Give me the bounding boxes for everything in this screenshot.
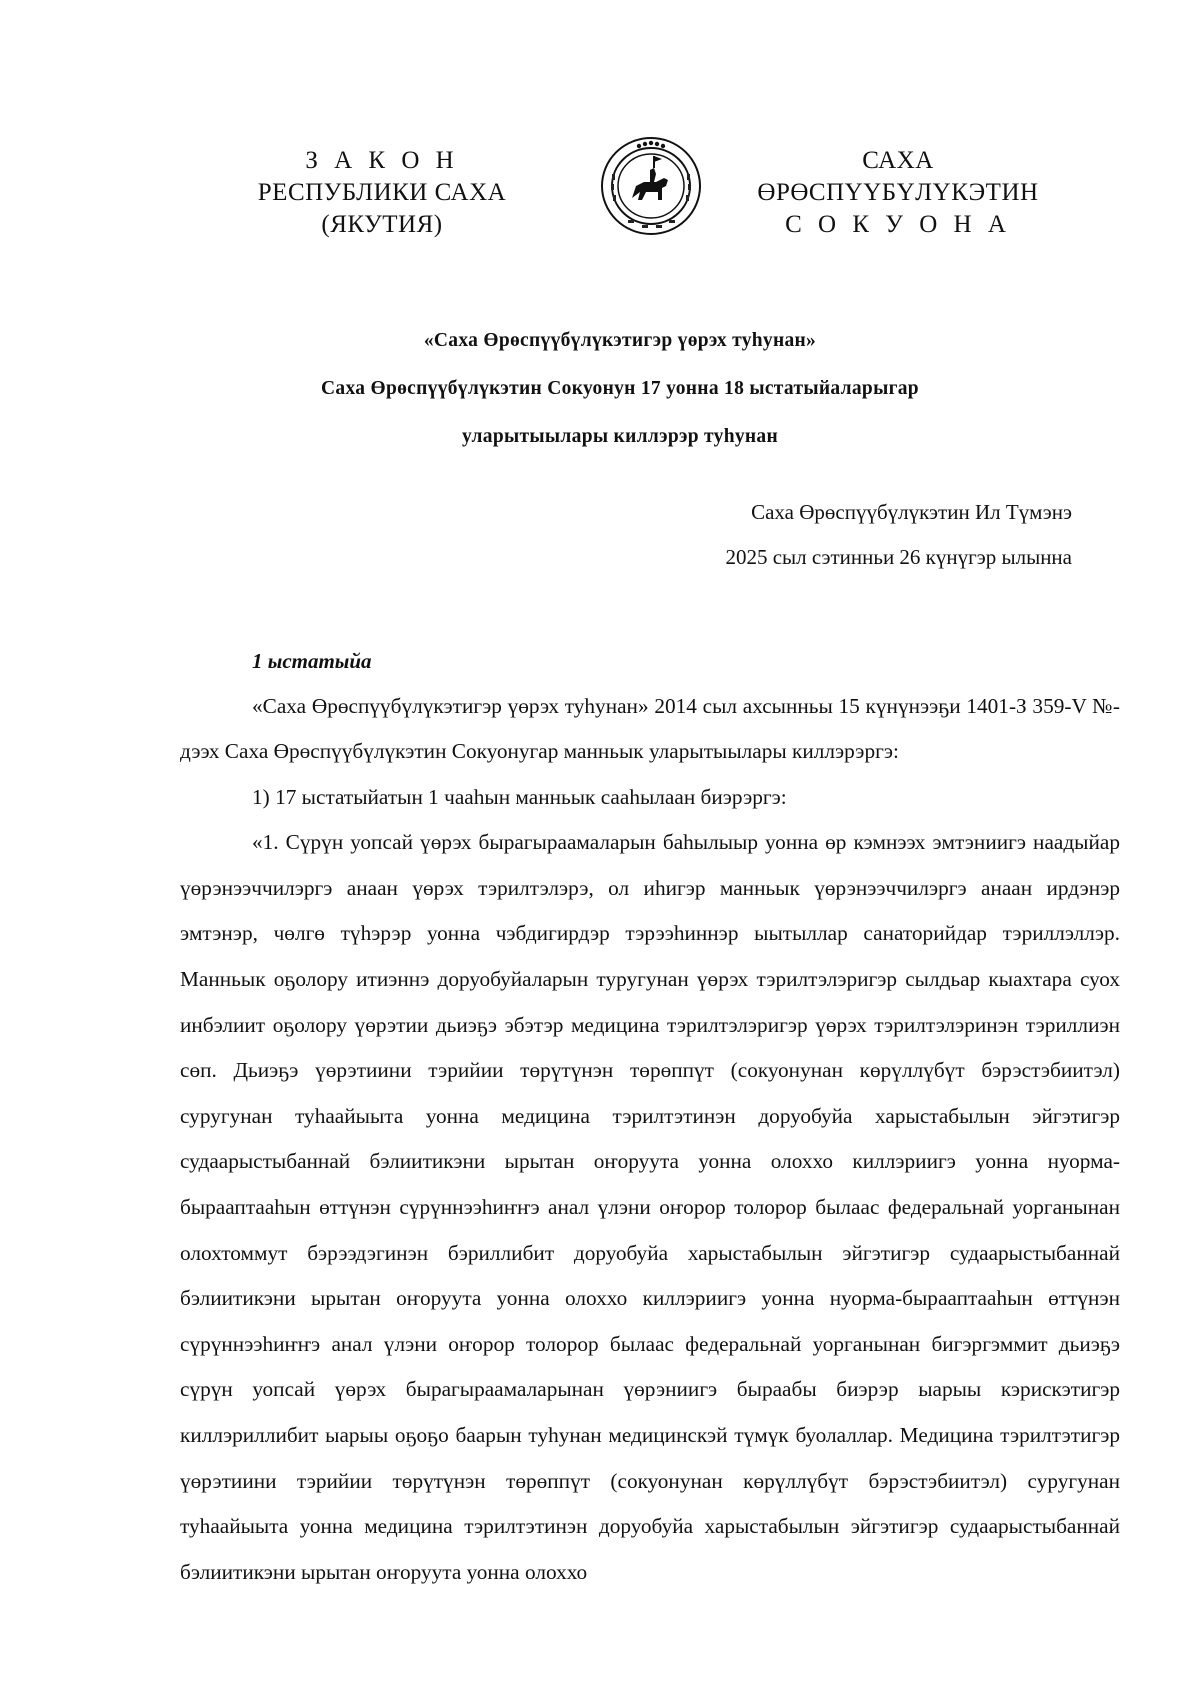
header-left-republic: РЕСПУБЛИКИ САХА (ЯКУТИЯ)	[257, 179, 507, 238]
document-title-line-1: «Саха Өрөспүүбүлүкэтигэр үөрэх туһунан»	[423, 330, 817, 351]
article-paragraph-2: 1) 17 ыстатыйатын 1 чааһын манньык сааһылаан биэрэргэ:	[252, 784, 787, 809]
issuer-name: Саха Өрөспүүбүлүкэтин Ил Түмэнэ	[751, 500, 1072, 524]
header-left	[212, 145, 552, 241]
issuer-date: 2025 сыл сэтинньи 26 күнүгэр ылынна	[725, 545, 1072, 569]
header-left-zakon: З А К О Н	[305, 147, 459, 174]
document-title-line-3: уларытыылары киллэрэр туһунан	[461, 426, 779, 447]
coat-of-arms-icon	[598, 134, 704, 238]
article-body	[180, 684, 1120, 1595]
issuer-block	[725, 490, 1072, 580]
article-paragraph-3: «1. Сүрүн уопсай үөрэх бырагыраамаларын баһылыыр уонна өр кэмнээх эмтэниигэ наадыйар үөрэнээччилэргэ анаан үөрэх тэрилтэлэрэ, ол иһигэр манньык үөрэнээччилэргэ анаан ирдэнэр эмтэнэр, чөлгө түһэрэр уонна чэбдигирдэр тэрээһиннэр ыытыллар санаторийдар тэриллэллэр. Манньык оҕолору итиэннэ доруобуйаларын туругунан үөрэх тэрилтэлэригэр сылдьар кыахтара суох инбэлиит оҕолору үөрэтии дьиэҕэ эбэтэр медицина тэрилтэлэригэр үөрэх тэрилтэлэринэн тэриллиэн сөп. Дьиэҕэ үөрэтиини тэрийии төрүтүнэн төрөппүт (сокуонунан көрүллүбүт бэрэстэбиитэл) суругунан туһаайыыта уонна медицина тэрилтэтинэн доруобуйа харыстабылын эйгэтигэр судаарыстыбаннай бэлиитикэни ырытан оҥоруута уонна олоххо киллэриигэ уонна нуорма-бырааптааһын өттүнэн сүрүннээһиҥҥэ анал үлэни оҥорор толорор былаас федеральнай уорганынан олохтоммут бэрээдэгинэн бэриллибит доруобуйа харыстабылын эйгэтигэр судаарыстыбаннай бэлиитикэни ырытан оҥоруута уонна олоххо киллэриигэ уонна нуорма-бырааптааһын өттүнэн сүрүннээһиҥҥэ анал үлэни оҥорор толорор былаас федеральнай уорганынан бигэргэммит дьиэҕэ сүрүн уопсай үөрэх бырагыраамаларынан үөрэниигэ быраабы биэрэр ыарыы кэрискэтигэр киллэриллибит ыарыы оҕоҕо баарын туһунан медицинскэй түмүк буолаллар. Медицина тэрилтэтигэр үөрэтиини тэрийии төрүтүнэн төрөппүт (сокуонунан көрүллүбүт бэрэстэбиитэл) суругунан туһаайыыта уонна медицина тэрилтэтинэн доруобуйа харыстабылын эйгэтигэр судаарыстыбаннай бэлиитикэни ырытан оҥоруута уонна олоххо	[180, 830, 1120, 1584]
header-right-republic: САХА ӨРӨСПҮҮБҮЛҮКЭТИН	[757, 147, 1039, 206]
article-heading: 1 ыстатыйа	[252, 649, 372, 673]
header-right-law: С О К У О Н А	[785, 211, 1011, 238]
header-right	[728, 145, 1068, 241]
document-title-line-2: Саха Өрөспүүбүлүкэтин Сокуонун 17 уонна 18 ыстатыйаларыгар	[321, 378, 919, 399]
article-paragraph-1: «Саха Өрөспүүбүлүкэтигэр үөрэх туһунан» 2014 сыл ахсынньы 15 күнүнээҕи 1401-З 359-V №-дээх Саха Өрөспүүбүлүкэтин Сокуонугар манньык уларытыылары киллэрэргэ:	[180, 694, 1120, 764]
